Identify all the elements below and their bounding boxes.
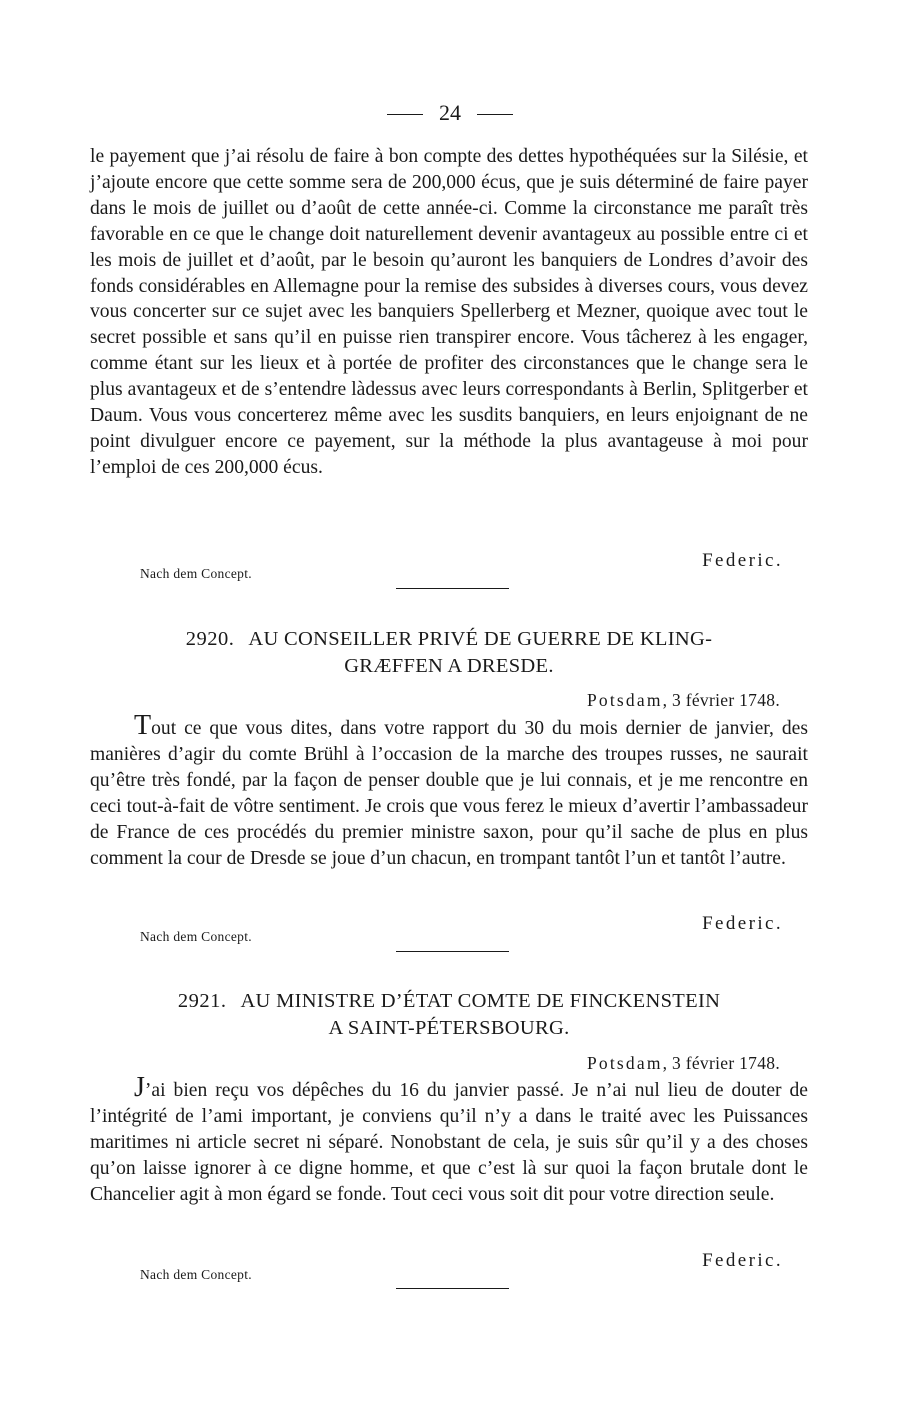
continuation-source-note: Nach dem Concept. xyxy=(140,566,252,581)
letter-2921-body: ’ai bien reçu vos dépêches du 16 du janvier passé. Je n’ai nul lieu de douter de l’intégrité de l’ami important, je conviens qu’il n’y a dans le traité avec les Puissances maritimes ni article secret ni séparé. Nonobstant de cela, je suis sûr qu’il y a des choses qu’on laisse ignorer à ce digne homme, et que c’est là sur quoi la façon brutale dont le Chancelier agit à mon égard se fonde. Tout ceci vous soit dit pour votre direction seule. xyxy=(90,1080,808,1205)
letter-2921-recipient: AU MINISTRE D’ÉTAT COMTE DE FINCKENSTEIN xyxy=(240,990,721,1012)
letter-2921-signature: Federic. xyxy=(702,1250,783,1271)
letter-2921-heading-line1 xyxy=(90,988,808,1015)
continuation-paragraph: le payement que j’ai résolu de faire à bon compte des dettes hypothéquées sur la Silésie, et j’ajoute encore que cette somme sera de 200,000 écus, que je suis déterminé de faire payer dans le mois de juillet ou d’août de cette année-ci. Comme la circonstance me paraît très favorable en ce que le change doit naturellement devenir avantageux au possible entre ci et les mois de juillet et d’août, par le besoin qu’auront les banquiers de Londres d’avoir des fonds considérables en Allemagne pour la remise des subsides à diverses cours, vous devez vous concerter sur ce sujet avec les banquiers Spellerberg et Mezner, quoique avec tout le secret possible et sans qu’il en puisse rien transpirer encore. Vous tâcherez à les engager, comme étant sur les lieux et à portée de profiter des circonstances que le change sera le plus avantageux et de s’entendre làdessus avec leurs correspondants à Berlin, Splitgerber et Daum. Vous vous concerterez même avec les susdits banquiers, en leurs enjoignant de ne point divulguer encore ce payement, sur la méthode la plus avantageuse à moi pour l’emploi de ces 200,000 écus. xyxy=(90,146,808,478)
section-divider xyxy=(396,588,509,589)
letter-2920-heading-line1 xyxy=(90,626,808,653)
section-divider xyxy=(396,1288,509,1289)
letter-2920-recipient: AU CONSEILLER PRIVÉ DE GUERRE DE KLING- xyxy=(248,628,713,650)
letter-2921-heading xyxy=(90,988,808,1042)
letter-2921-source-note: Nach dem Concept. xyxy=(140,1267,252,1282)
letter-2921-date: , 3 février 1748. xyxy=(662,1053,780,1073)
letter-2921-number: 2921. xyxy=(177,990,227,1012)
letter-2921-dateline xyxy=(587,1053,780,1074)
letter-2921-initial: J xyxy=(134,1072,145,1103)
letter-2920-body-block xyxy=(90,710,808,871)
letter-2920-number: 2920. xyxy=(185,628,235,650)
letter-2920-date: , 3 février 1748. xyxy=(662,690,780,710)
letter-2920-place: Potsdam xyxy=(586,690,663,710)
continuation-text-block xyxy=(90,144,808,481)
letter-2921-body-block xyxy=(90,1072,808,1208)
page-number-dash-left xyxy=(387,114,423,115)
page-number-value: 24 xyxy=(439,100,461,125)
letter-2920-dateline xyxy=(587,690,780,711)
letter-2920-initial: T xyxy=(134,710,152,741)
section-divider xyxy=(396,951,509,952)
page-number xyxy=(0,99,900,127)
letter-2920-body: out ce que vous dites, dans votre rapport du 30 du mois dernier de janvier, des manières d’agir du comte Brühl à l’occasion de la marche des troupes russes, ne saurait qu’être très fondé, par la façon de penser double que je lui connais, et je me rencontre en ceci tout-à-fait de vôtre sentiment. Je crois que vous ferez le mieux d’avertir l’ambassadeur de France de ces procédés du premier ministre saxon, pour qu’il sache de plus en plus comment la cour de Dresde se joue d’un chacun, en trompant tantôt l’un et tantôt l’autre. xyxy=(90,718,808,869)
letter-2920-paragraph xyxy=(90,710,808,871)
letter-2920-source-note: Nach dem Concept. xyxy=(140,929,252,944)
letter-2920-signature: Federic. xyxy=(702,913,783,934)
letter-2920-heading-line2: GRÆFFEN A DRESDE. xyxy=(344,655,554,677)
letter-2921-heading-line2: A SAINT-PÉTERSBOURG. xyxy=(328,1017,570,1039)
letter-2921-paragraph xyxy=(90,1072,808,1208)
page-number-dash-right xyxy=(477,114,513,115)
letter-2921-place: Potsdam xyxy=(586,1053,663,1073)
continuation-signature: Federic. xyxy=(702,550,783,571)
letter-2920-heading xyxy=(90,626,808,680)
